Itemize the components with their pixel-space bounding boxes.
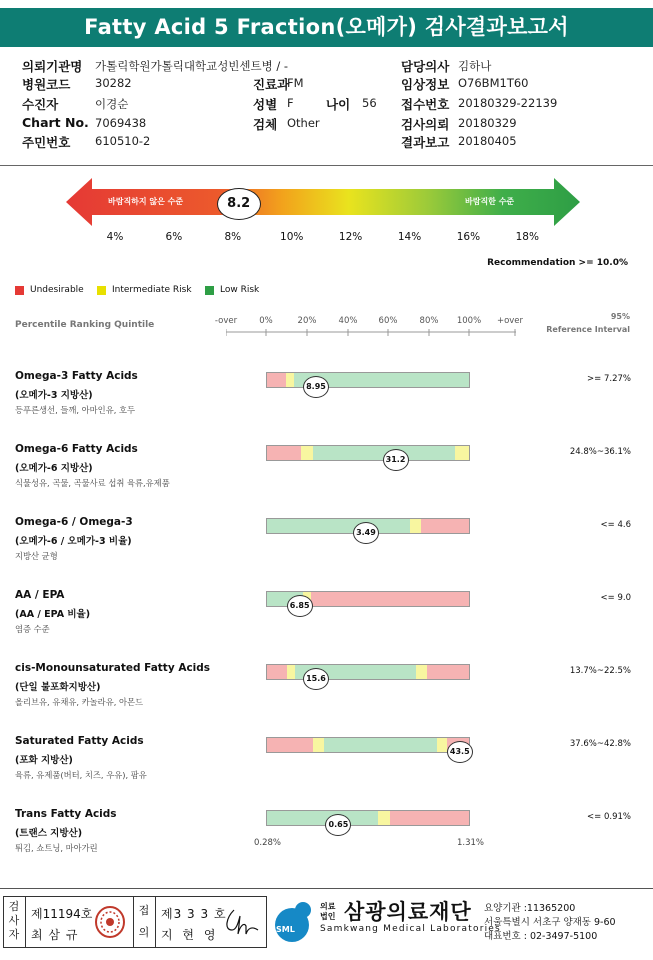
analyte-value-marker: 31.2 [383,449,409,471]
bar-segment-red [311,592,469,606]
quintile-tick-label: 0% [259,316,273,326]
bar-segment-red [267,738,313,752]
bar-segment-red [427,665,469,679]
analyte-food-sources: 육류, 유제품(버터, 치즈, 우유), 팜유 [15,770,147,780]
analyte-korean-name: (AA / EPA 비율) [15,609,91,620]
quintile-label: Percentile Ranking Quintile [15,320,155,330]
analyte-reference-interval: <= 4.6 [600,520,631,530]
info-value: 20180329-22139 [458,96,558,110]
sig-divider [25,896,26,948]
org-prefix [320,902,335,922]
report-title: Fatty Acid 5 Fraction(오메가) 검사결과보고서 [0,8,653,47]
info-value: 20180329 [458,116,517,130]
analyte-title: Omega-6 Fatty Acids [15,443,138,455]
info-label: 접수번호 [401,97,450,112]
info-value: 56 [362,96,377,110]
sig-divider [133,896,134,948]
analyte-korean-name: (포화 지방산) [15,755,73,766]
bar-segment-yellow [410,519,420,533]
info-label: 주민번호 [22,135,71,150]
analyte-value-marker: 15.6 [303,668,329,690]
info-value: 김하나 [458,59,492,73]
info-label: 담당의사 [401,59,450,74]
institution-code: 요양기관 :11365200 [484,903,576,914]
info-label: 결과보고 [401,135,450,150]
scale-tick-label: 18% [515,231,539,243]
sml-text: SML [276,925,295,934]
info-label: 검체 [253,117,278,132]
quintile-tick-label: 60% [378,316,398,326]
bar-segment-yellow [437,738,447,752]
sml-logo-icon [270,897,318,945]
scale-tick-label: 14% [397,231,422,243]
analyte-reference-interval: <= 9.0 [600,593,631,603]
info-label: 병원코드 [22,77,71,92]
org-prefix-1: 의료 [320,902,336,911]
info-value: Other [287,116,320,130]
examiner-license: 제11194호 [31,907,93,921]
bar-segment-yellow [416,665,426,679]
analyte-food-sources: 올리브유, 유채유, 카놀라유, 아몬드 [15,697,144,707]
bar-segment-yellow [313,738,323,752]
legend-swatch [97,286,106,295]
ref-header-1: 95% [610,312,630,321]
analyte-bar [266,445,470,461]
analyte-food-sources: 지방산 균형 [15,551,58,561]
bar-segment-green [267,519,410,533]
analyte-bar [266,372,470,388]
info-value: 가톨릭학원가톨릭대학교성빈센트병 / - [95,59,289,73]
info-label: 진료과 [253,77,290,92]
quintile-tick-label: 20% [297,316,317,326]
scale-tick-label: 12% [338,231,363,243]
scale-tick-label: 16% [456,231,481,243]
quintile-axis [226,327,516,337]
quintile-tick-label: 80% [419,316,439,326]
bar-segment-yellow [301,446,313,460]
analyte-food-sources: 염증 수준 [15,624,50,634]
analyte-korean-name: (오메가-3 지방산) [15,390,93,401]
analyte-bar [266,810,470,826]
approver-name: 지 현 영 [161,928,219,942]
bar-segment-green [324,738,437,752]
analyte-korean-name: (오메가-6 지방산) [15,463,93,474]
analyte-value-marker: 8.95 [303,376,329,398]
analyte-reference-interval: 24.8%~36.1% [569,447,631,457]
quintile-tick-label: 100% [456,316,482,326]
bar-segment-red [267,373,286,387]
bar-segment-red [390,811,469,825]
analyte-reference-interval: 13.7%~22.5% [569,666,631,676]
examiner-label: 검사자 [8,900,20,941]
bar-segment-red [267,446,301,460]
analyte-value-marker: 43.5 [447,741,473,763]
examiner-seal-icon [94,905,126,939]
legend-label: Intermediate Risk [112,285,192,295]
bar-segment-yellow [455,446,469,460]
info-value: 20180405 [458,134,517,148]
legend-label: Undesirable [30,285,84,295]
info-label: Chart No. [22,115,89,130]
desirable-level-label: 바람직한 수준 [465,197,515,206]
footer-divider [0,888,653,889]
analyte-food-sources: 등푸른생선, 들깨, 아마인유, 호두 [15,405,136,415]
divider [0,165,653,166]
analyte-bar [266,737,470,753]
analyte-title: AA / EPA [15,589,65,601]
org-name: 삼광의료재단 [344,900,472,924]
analyte-food-sources: 식물성유, 곡물, 곡물사료 섭취 육류,유제품 [15,478,170,488]
overall-value-marker: 8.2 [217,188,261,220]
legend-swatch [205,286,214,295]
bar-segment-yellow [286,373,294,387]
approver-license: 제3 3 3 호 [161,907,227,921]
bar-segment-yellow [378,811,390,825]
analyte-korean-name: (단일 불포화지방산) [15,682,101,693]
quintile-tick-label: +over [496,316,524,326]
quintile-tick-label: -over [214,316,238,326]
analyte-title: Trans Fatty Acids [15,808,117,820]
org-english-name: Samkwang Medical Laboratories [320,924,501,934]
recommendation: Recommendation >= 10.0% [487,258,628,268]
info-value: 30282 [95,76,132,90]
scale-tick-label: 8% [224,231,242,243]
org-address: 서울특별시 서초구 양재동 9-60 [484,917,616,928]
analyte-value-marker: 6.85 [287,595,313,617]
info-value: 7069438 [95,116,147,130]
examiner-name: 최 삼 규 [31,928,79,942]
undesirable-level-label: 바람직하지 않은 수준 [108,197,184,206]
analyte-value-marker: 0.65 [325,814,351,836]
org-phone: 대표번호 : 02-3497-5100 [484,931,598,942]
analyte-reference-interval: <= 0.91% [587,812,631,822]
info-value: 이경순 [95,97,129,111]
ref-header-2: Reference Interval [546,325,630,334]
analyte-title: Omega-3 Fatty Acids [15,370,138,382]
analyte-bar [266,664,470,680]
bar-segment-yellow [287,665,295,679]
analyte-title: Omega-6 / Omega-3 [15,516,133,528]
scale-tick-label: 10% [280,231,304,243]
analyte-reference-interval: >= 7.27% [587,374,631,384]
analyte-korean-name: (트랜스 지방산) [15,828,83,839]
analyte-value-marker: 3.49 [353,522,379,544]
analyte-food-sources: 튀김, 쇼트닝, 마아가린 [15,843,98,853]
info-value: FM [287,76,304,90]
info-value: O76BM1T60 [458,76,529,90]
scale-tick-label: 4% [106,231,124,243]
analyte-reference-interval: 37.6%~42.8% [569,739,631,749]
info-label: 임상정보 [401,77,450,92]
info-label: 성별 [253,97,278,112]
info-label: 의뢰기관명 [22,59,83,74]
bar-segment-red [421,519,469,533]
legend-swatch [15,286,24,295]
bar-segment-red [267,665,287,679]
info-label: 검사의뢰 [401,117,450,132]
bar-segment-green [267,811,378,825]
range-high-label: 1.31% [457,838,485,848]
analyte-title: cis-Monounsaturated Fatty Acids [15,662,211,674]
approver-label: 접의 [138,904,150,939]
info-value: 610510-2 [95,134,151,148]
analyte-korean-name: (오메가-6 / 오메가-3 비율) [15,536,132,547]
info-label: 나이 [326,97,351,112]
range-low-label: 0.28% [254,838,282,848]
legend-label: Low Risk [220,285,260,295]
sig-divider [155,896,156,948]
info-label: 수진자 [22,97,59,112]
quintile-tick-label: 40% [338,316,358,326]
scale-tick-label: 6% [165,231,183,243]
approver-signature-icon [222,904,262,938]
analyte-title: Saturated Fatty Acids [15,735,144,747]
info-value: F [287,96,294,110]
org-prefix-2: 법인 [320,912,336,921]
